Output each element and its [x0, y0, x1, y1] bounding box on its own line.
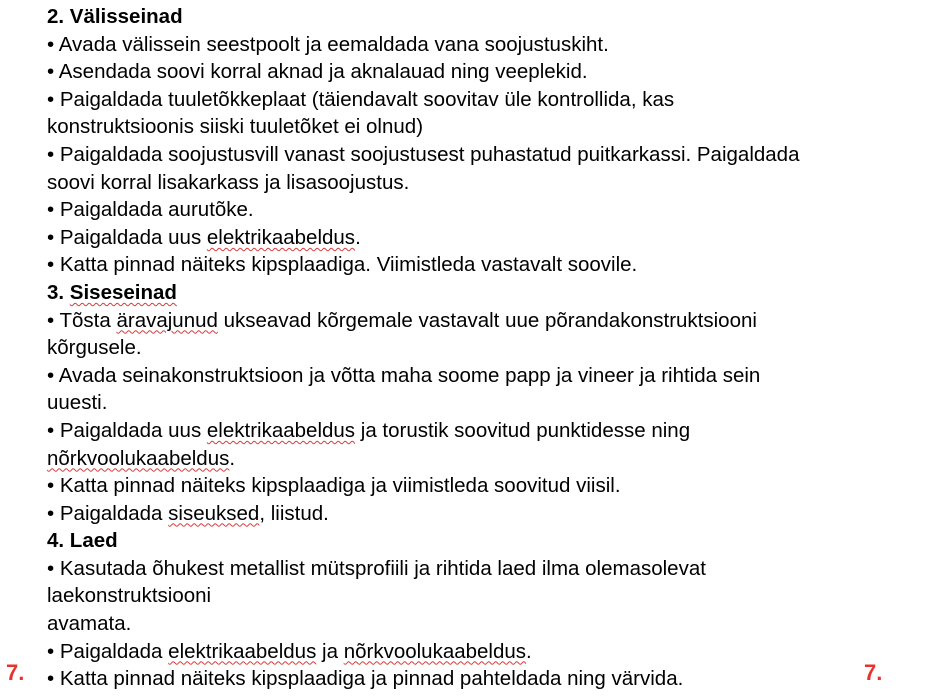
text-segment: .: [526, 639, 532, 663]
spellcheck-word: nõrkvoolukaabeldus: [343, 639, 527, 663]
text-line: [47, 362, 927, 390]
text-segment: laekonstruktsiooni: [47, 584, 212, 608]
text-segment: • Avada välissein seestpoolt ja eemaldada vana soojustuskiht.: [47, 32, 609, 56]
text-line: [47, 169, 927, 197]
text-line: [47, 610, 927, 638]
text-segment: kõrgusele.: [47, 336, 142, 360]
text-segment: • Kasutada õhukest metallist mütsprofiili ja rihtida laed ilma olemasolevat: [47, 556, 706, 580]
text-segment: ja torustik soovitud punktidesse ning: [355, 418, 691, 442]
text-segment: • Paigaldada aurutõke.: [47, 198, 254, 222]
text-line: [47, 196, 927, 224]
text-line: [47, 472, 927, 500]
text-segment: , liistud.: [259, 501, 329, 525]
text-line: [47, 638, 927, 666]
section-heading: [47, 279, 927, 307]
text-segment: avamata.: [47, 612, 132, 636]
text-segment: • Asendada soovi korral aknad ja aknalauad ning veeplekid.: [47, 60, 588, 84]
text-segment: • Paigaldada tuuletõkkeplaat (täiendavalt soovitav üle kontrollida, kas: [47, 87, 675, 111]
text-segment: • Katta pinnad näiteks kipsplaadiga ja pinnad pahteldada ning värvida.: [47, 667, 684, 691]
text-segment: • Avada seinakonstruktsioon ja võtta maha soome papp ja vineer ja rihtida sein: [47, 363, 761, 387]
text-line: [47, 224, 927, 252]
text-line: [47, 86, 927, 114]
text-segment: .: [229, 446, 236, 470]
text-line: [47, 500, 927, 528]
text-line: [47, 582, 927, 610]
text-line: [47, 417, 927, 445]
text-segment: • Paigaldada: [47, 501, 169, 525]
text-segment: 3.: [47, 280, 70, 304]
section-heading: [47, 527, 927, 555]
page-number-left: 7.: [6, 660, 25, 685]
text-segment: ukseavad kõrgemale vastavalt uue põrandakonstruktsiooni: [217, 308, 757, 332]
text-segment: .: [355, 225, 361, 249]
text-segment: • Paigaldada: [47, 639, 169, 663]
text-line: [47, 334, 927, 362]
text-line: [47, 113, 927, 141]
text-line: [47, 307, 927, 335]
spellcheck-word: nõrkvoolukaabeldus: [47, 446, 230, 470]
text-line: [47, 251, 927, 279]
text-segment: 2. Välisseinad: [47, 5, 183, 28]
page-number-right: 7.: [864, 660, 883, 685]
text-line: [47, 141, 927, 169]
text-segment: konstruktsioonis siiski tuuletõket ei olnud): [47, 115, 424, 139]
spellcheck-word: äravajunud: [116, 308, 218, 332]
spellcheck-word: elektrikaabeldus: [206, 418, 356, 442]
spellcheck-word: elektrikaabeldus: [206, 225, 356, 249]
text-segment: • Katta pinnad näiteks kipsplaadiga ja viimistleda soovitud viisil.: [47, 474, 621, 498]
text-segment: • Paigaldada uus: [47, 418, 207, 442]
text-line: [47, 445, 927, 473]
text-segment: uuesti.: [47, 391, 108, 415]
document-body: [47, 3, 927, 693]
spellcheck-word: elektrikaabeldus: [168, 639, 317, 663]
text-segment: • Paigaldada uus: [47, 225, 207, 249]
spellcheck-word: siseuksed: [168, 501, 260, 525]
text-line: [47, 58, 927, 86]
text-line: [47, 665, 927, 693]
text-line: [47, 31, 927, 59]
text-segment: ja: [316, 639, 344, 663]
text-segment: 4. Laed: [47, 529, 118, 553]
text-line: [47, 389, 927, 417]
text-segment: • Paigaldada soojustusvill vanast soojustusest puhastatud puitkarkassi. Paigaldada: [47, 142, 800, 166]
section-heading: [47, 3, 927, 31]
text-segment: • Katta pinnad näiteks kipsplaadiga. Viimistleda vastavalt soovile.: [47, 253, 638, 277]
text-segment: • Tõsta: [47, 308, 117, 332]
text-line: [47, 555, 927, 583]
text-segment: soovi korral lisakarkass ja lisasoojustus.: [47, 170, 410, 194]
spellcheck-word: Siseseinad: [69, 280, 177, 304]
